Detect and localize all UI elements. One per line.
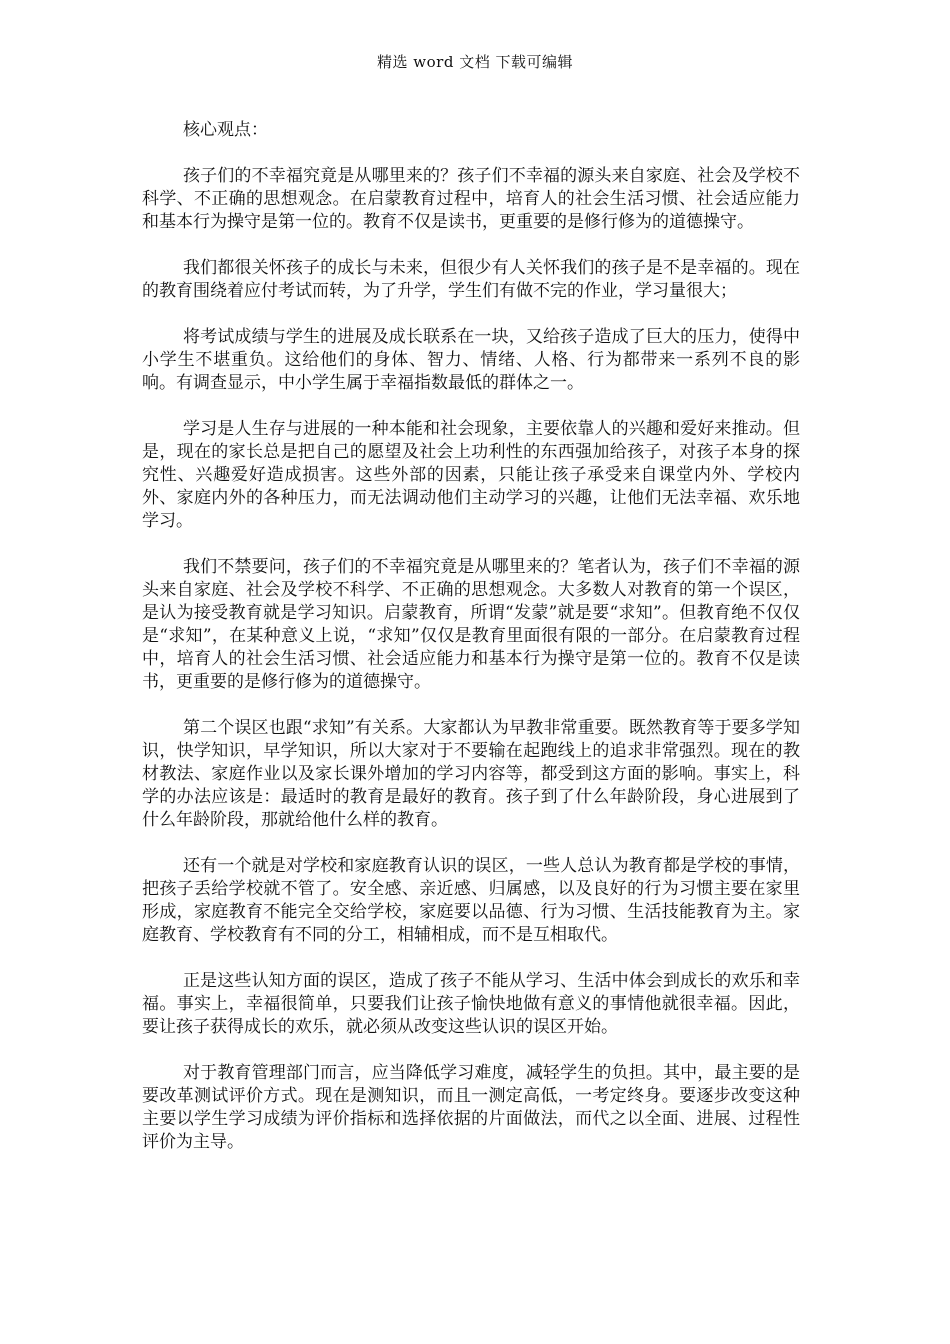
paragraph-3: 将考试成绩与学生的进展及成长联系在一块，又给孩子造成了巨大的压力，使得中小学生不堪重负。这给他们的身体、智力、情绪、人格、行为都带来一系列不良的影响。有调查显示，中小学生属于幸福指数最低的群体之一。 — [142, 327, 800, 393]
paragraph-5: 我们不禁要问，孩子们的不幸福究竟是从哪里来的？笔者认为，孩子们不幸福的源头来自家庭、社会及学校不科学、不正确的思想观念。大多数人对教育的第一个误区，是认为接受教育就是学习知识。启蒙教育，所谓“发蒙”就是要“求知”。但教育绝不仅仅是“求知”，在某种意义上说，“求知”仅仅是教育里面很有限的一部分。在启蒙教育过程中，培育人的社会生活习惯、社会适应能力和基本行为操守是第一位的。教育不仅是读书，更重要的是修行修为的道德操守。 — [142, 557, 800, 692]
page-header: 精选 word 文档 下载可编辑 — [377, 53, 573, 71]
section-heading: 核心观点： — [183, 120, 268, 140]
paragraph-2: 我们都很关怀孩子的成长与未来，但很少有人关怀我们的孩子是不是幸福的。现在的教育围绕着应付考试而转，为了升学，学生们有做不完的作业，学习量很大； — [142, 258, 800, 301]
paragraph-8: 正是这些认知方面的误区，造成了孩子不能从学习、生活中体会到成长的欢乐和幸福。事实上，幸福很简单，只要我们让孩子愉快地做有意义的事情他就很幸福。因此，要让孩子获得成长的欢乐，就必须从改变这些认识的误区开始。 — [142, 971, 800, 1037]
paragraph-4: 学习是人生存与进展的一种本能和社会现象，主要依靠人的兴趣和爱好来推动。但是，现在的家长总是把自己的愿望及社会上功利性的东西强加给孩子，对孩子本身的探究性、兴趣爱好造成损害。这些外部的因素，只能让孩子承受来自课堂内外、学校内外、家庭内外的各种压力，而无法调动他们主动学习的兴趣，让他们无法幸福、欢乐地学习。 — [142, 419, 800, 531]
paragraph-7: 还有一个就是对学校和家庭教育认识的误区，一些人总认为教育都是学校的事情，把孩子丢给学校就不管了。安全感、亲近感、归属感，以及良好的行为习惯主要在家里形成，家庭教育不能完全交给学校，家庭要以品德、行为习惯、生活技能教育为主。家庭教育、学校教育有不同的分工，相辅相成，而不是互相取代。 — [142, 856, 800, 945]
paragraph-9: 对于教育管理部门而言，应当降低学习难度，减轻学生的负担。其中，最主要的是要改革测试评价方式。现在是测知识，而且一测定高低，一考定终身。要逐步改变这种主要以学生学习成绩为评价指标和选择依据的片面做法，而代之以全面、进展、过程性评价为主导。 — [142, 1063, 800, 1152]
paragraph-6: 第二个误区也跟“求知”有关系。大家都认为早教非常重要。既然教育等于要多学知识，快学知识，早学知识，所以大家对于不要输在起跑线上的追求非常强烈。现在的教材教法、家庭作业以及家长课外增加的学习内容等，都受到这方面的影响。事实上，科学的办法应该是：最适时的教育是最好的教育。孩子到了什么年龄阶段，身心进展到了什么年龄阶段，那就给他什么样的教育。 — [142, 718, 800, 830]
document-body — [142, 118, 800, 1177]
paragraph-1: 孩子们的不幸福究竟是从哪里来的？孩子们不幸福的源头来自家庭、社会及学校不科学、不正确的思想观念。在启蒙教育过程中，培育人的社会生活习惯、社会适应能力和基本行为操守是第一位的。教育不仅是读书，更重要的是修行修为的道德操守。 — [142, 166, 800, 232]
